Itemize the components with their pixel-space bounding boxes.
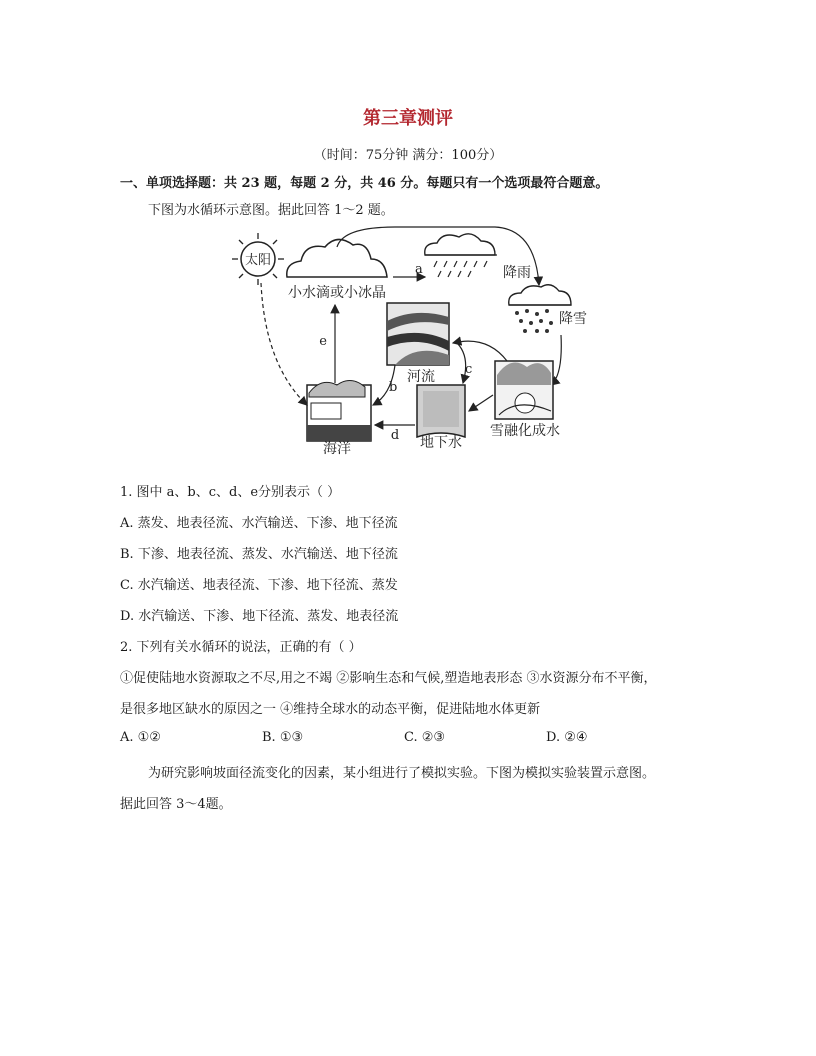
- question-2-statement-line2: 是很多地区缺水的原因之一 ④维持全球水的动态平衡，促进陆地水体更新: [120, 702, 541, 717]
- question-1-option-c[interactable]: C. 水汽输送、地表径流、下渗、地下径流、蒸发: [120, 578, 398, 593]
- question-2-stem: 2. 下列有关水循环的说法，正确的有（ ）: [120, 640, 362, 655]
- label-b: b: [389, 380, 398, 395]
- snowmelt-icon: [495, 361, 553, 419]
- section-heading: 一、单项选择题：共 23 题，每题 2 分，共 46 分。每题只有一个选项最符合题意。: [120, 176, 609, 191]
- snowmelt-label: 雪融化成水: [490, 423, 560, 439]
- question-2-option-d[interactable]: D. ②④: [546, 730, 588, 745]
- river-label: 河流: [407, 369, 435, 385]
- label-d: d: [390, 428, 400, 443]
- question-1-option-d[interactable]: D. 水汽输送、下渗、地下径流、蒸发、地表径流: [120, 609, 399, 624]
- ocean-label: 海洋: [323, 441, 351, 455]
- cloud-icon: [287, 239, 387, 277]
- groundwater-label: 地下水: [420, 435, 462, 451]
- question-2-option-b[interactable]: B. ①③: [262, 730, 304, 745]
- sun-label: 太阳: [244, 253, 272, 268]
- intro-1: 下图为水循环示意图。据此回答 1～2 题。: [148, 203, 394, 218]
- rain-cloud-icon: [425, 234, 497, 277]
- ocean-icon: [307, 380, 371, 441]
- page-title: 第三章测评: [363, 108, 453, 129]
- label-c: c: [465, 362, 473, 377]
- groundwater-icon: [417, 385, 465, 437]
- label-e: e: [319, 334, 327, 349]
- question-1-option-b[interactable]: B. 下渗、地表径流、蒸发、水汽输送、地下径流: [120, 547, 398, 562]
- question-1-option-a[interactable]: A. 蒸发、地表径流、水汽输送、下渗、地下径流: [120, 516, 398, 531]
- sun-icon: [232, 233, 284, 285]
- water-cycle-diagram: [225, 225, 595, 455]
- rain-label: 降雨: [503, 265, 531, 281]
- exam-time-info: （时间：75分钟 满分：100分）: [313, 148, 503, 163]
- river-landscape-icon: [387, 303, 449, 365]
- question-2-option-a[interactable]: A. ①②: [120, 730, 161, 745]
- question-2-option-c[interactable]: C. ②③: [404, 730, 446, 745]
- intro-2-line2: 据此回答 3～4题。: [120, 797, 232, 812]
- intro-2-line1: 为研究影响坡面径流变化的因素，某小组进行了模拟实验。下图为模拟实验装置示意图。: [148, 766, 656, 781]
- label-a: a: [415, 262, 423, 277]
- snow-label: 降雪: [559, 311, 587, 327]
- cloud-label: 小水滴或小冰晶: [288, 285, 386, 301]
- question-2-statement-line1: ①促使陆地水资源取之不尽,用之不竭 ②影响生态和气候,塑造地表形态 ③水资源分布不平衡，: [120, 671, 657, 686]
- question-1-stem: 1. 图中 a、b、c、d、e分别表示（ ）: [120, 485, 341, 500]
